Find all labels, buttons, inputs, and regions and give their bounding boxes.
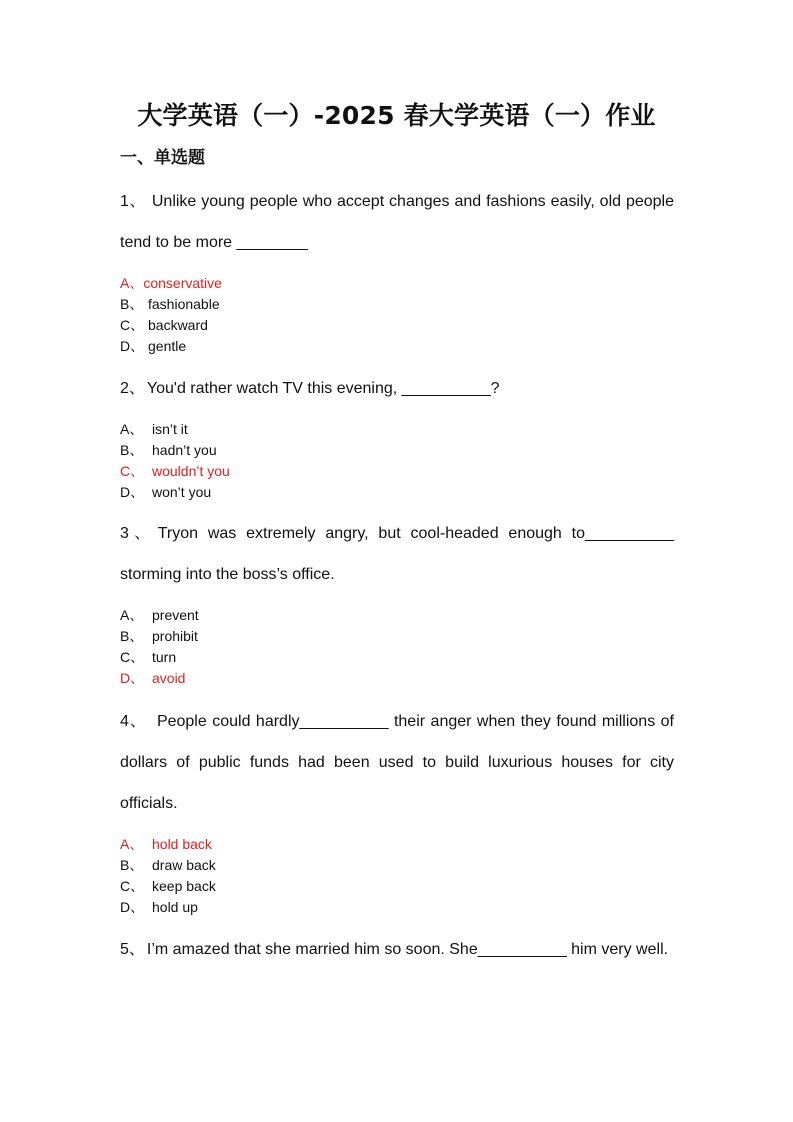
option-list — [120, 605, 674, 689]
option-letter: A、 — [120, 836, 144, 852]
option-text: gentle — [148, 338, 187, 354]
option-text: hold back — [152, 836, 212, 852]
option-text: turn — [152, 649, 177, 665]
option-b[interactable] — [120, 626, 674, 647]
option-letter: B、 — [120, 857, 144, 873]
option-text: draw back — [152, 857, 216, 873]
option-letter: C、 — [120, 463, 145, 479]
option-letter: C、 — [120, 649, 145, 665]
question-stem — [120, 929, 674, 970]
question-text: You'd rather watch TV this evening, __________? — [146, 380, 500, 397]
option-text: wouldn’t you — [152, 463, 230, 479]
page-title: 大学英语（一）-2025 春大学英语（一）作业 — [137, 101, 656, 130]
question-1 — [120, 181, 674, 357]
option-b[interactable] — [120, 440, 674, 461]
question-number: 2、 — [120, 380, 145, 397]
option-letter: D、 — [120, 338, 145, 354]
section-heading: 一、单选题 — [120, 148, 205, 168]
option-c[interactable] — [120, 461, 674, 482]
option-c[interactable] — [120, 315, 674, 336]
option-c[interactable] — [120, 876, 674, 897]
option-text: keep back — [152, 878, 216, 894]
question-number: 3、 — [120, 525, 156, 542]
option-c[interactable] — [120, 647, 674, 668]
option-d[interactable] — [120, 482, 674, 503]
question-4 — [120, 701, 674, 918]
option-text: prevent — [152, 607, 199, 623]
question-5 — [120, 929, 674, 970]
question-number: 1、 — [120, 193, 146, 210]
option-letter: C、 — [120, 878, 145, 894]
question-stem — [120, 701, 674, 824]
option-a[interactable] — [120, 605, 674, 626]
option-a[interactable] — [120, 419, 674, 440]
option-list — [120, 273, 674, 357]
option-letter: A、 — [120, 421, 144, 437]
option-letter: C、 — [120, 317, 145, 333]
option-text: conservative — [143, 275, 222, 291]
option-d[interactable] — [120, 668, 674, 689]
option-text: prohibit — [152, 628, 198, 644]
option-letter: D、 — [120, 670, 145, 686]
question-3 — [120, 513, 674, 689]
option-letter: B、 — [120, 296, 144, 312]
question-2 — [120, 368, 674, 503]
question-text: People could hardly__________ their anger when they found millions of dollars of public funds had been used to build luxurious houses for city officials. — [120, 713, 674, 812]
option-letter: A、 — [120, 275, 144, 291]
question-stem — [120, 181, 674, 263]
option-text: avoid — [152, 670, 186, 686]
option-text: won’t you — [152, 484, 212, 500]
option-letter: D、 — [120, 899, 145, 915]
option-letter: D、 — [120, 484, 145, 500]
question-text: I’m amazed that she married him so soon. She__________ him very well. — [146, 941, 669, 958]
option-letter: B、 — [120, 628, 144, 644]
question-number: 5、 — [120, 941, 145, 958]
option-a[interactable] — [120, 834, 674, 855]
option-list — [120, 419, 674, 503]
option-b[interactable] — [120, 294, 674, 315]
option-d[interactable] — [120, 897, 674, 918]
option-letter: B、 — [120, 442, 144, 458]
option-d[interactable] — [120, 336, 674, 357]
option-text: isn’t it — [152, 421, 188, 437]
option-a[interactable] — [120, 273, 674, 294]
question-stem — [120, 368, 674, 409]
option-text: backward — [148, 317, 208, 333]
option-list — [120, 834, 674, 918]
option-text: fashionable — [148, 296, 220, 312]
question-number: 4、 — [120, 713, 147, 730]
question-text: Tryon was extremely angry, but cool-headed enough to__________ storming into the boss’s office. — [120, 525, 674, 583]
option-b[interactable] — [120, 855, 674, 876]
option-text: hold up — [152, 899, 198, 915]
question-text: Unlike young people who accept changes and fashions easily, old people tend to be more ________ — [120, 193, 675, 251]
question-stem — [120, 513, 674, 595]
option-letter: A、 — [120, 607, 144, 623]
option-text: hadn’t you — [152, 442, 217, 458]
